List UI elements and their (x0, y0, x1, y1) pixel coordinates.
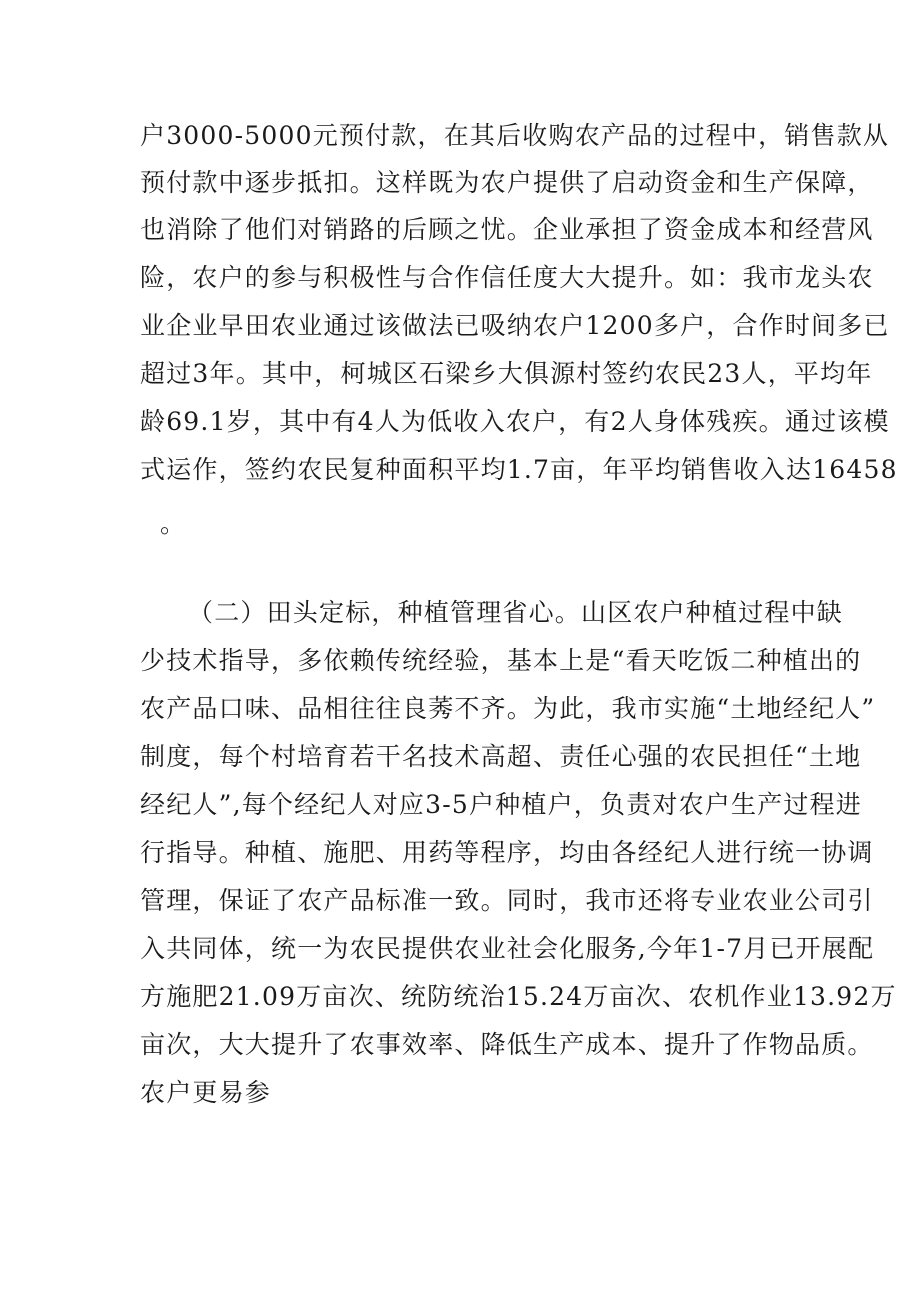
paragraph-2-line-1: （二）田头定标，种植管理省心。山区农户种植过程中缺 (188, 598, 844, 627)
paragraph-2-line-10: 亩次，大大提升了农事效率、降低生产成本、提升了作物品质。 (140, 1030, 874, 1059)
paragraph-1-line-9: 。 (160, 509, 187, 538)
paragraph-2-line-11: 农户更易参 (140, 1078, 272, 1107)
paragraph-1-line-5: 业企业早田农业通过该做法已吸纳农户1200多户，合作时间多已 (140, 311, 890, 340)
paragraph-2-line-5: 经纪人”,每个经纪人对应3-5户种植户，负责对农户生产过程进 (140, 790, 862, 819)
paragraph-2-line-3: 农产品口味、品相往往良莠不齐。为此，我市实施“土地经纪人” (140, 694, 876, 723)
paragraph-1-line-2: 预付款中逐步抵扣。这样既为农户提供了启动资金和生产保障， (140, 168, 874, 197)
paragraph-2-line-7: 管理，保证了农产品标准一致。同时，我市还将专业农业公司引 (140, 886, 874, 915)
paragraph-2-line-2: 少技术指导，多依赖传统经验，基本上是“看天吃饭二种植出的 (140, 646, 862, 675)
paragraph-1-line-4: 险，农户的参与积极性与合作信任度大大提升。如：我市龙头农 (140, 263, 874, 292)
paragraph-1-line-6: 超过3年。其中，柯城区石梁乡大俱源村签约农民23人，平均年 (140, 359, 873, 388)
paragraph-1-line-8: 式运作，签约农民复种面积平均1.7亩，年平均销售收入达16458 (140, 455, 898, 484)
paragraph-2-line-6: 行指导。种植、施肥、用药等程序，均由各经纪人进行统一协调 (140, 838, 874, 867)
paragraph-2-line-8: 入共同体，统一为农民提供农业社会化服务,今年1-7月已开展配 (140, 934, 875, 963)
paragraph-1-line-3: 也消除了他们对销路的后顾之忧。企业承担了资金成本和经营风 (140, 215, 874, 244)
paragraph-2-line-4: 制度，每个村培育若干名技术高超、责任心强的农民担任“土地 (140, 742, 862, 771)
paragraph-1-line-1: 户3000-5000元预付款，在其后收购农产品的过程中，销售款从 (140, 121, 890, 150)
paragraph-2-line-9: 方施肥21.09万亩次、统防统治15.24万亩次、农机作业13.92万 (140, 982, 897, 1011)
paragraph-1-line-7: 龄69.1岁，其中有4人为低收入农户，有2人身体残疾。通过该模 (140, 407, 890, 436)
